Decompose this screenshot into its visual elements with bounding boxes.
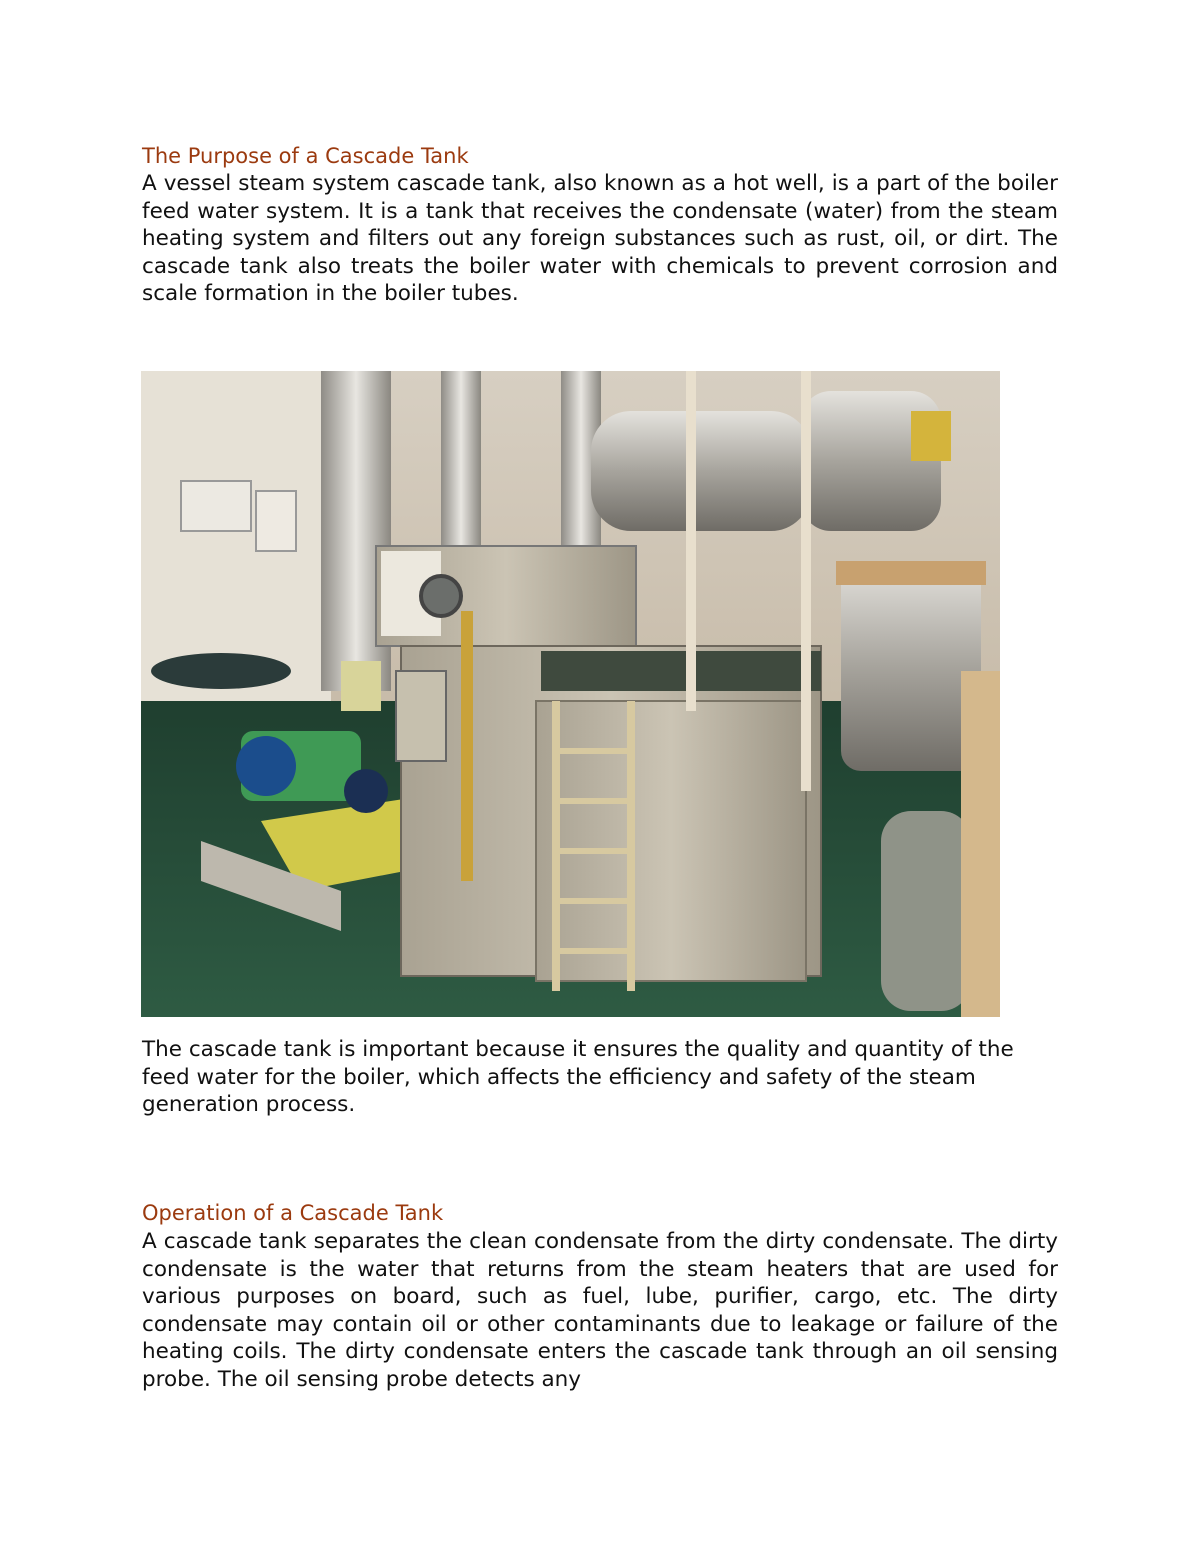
- paragraph-importance: The cascade tank is important because it ensures the quality and quantity of the feed water for the boiler, which affects the efficiency and safety of the steam generation process.: [142, 1037, 1014, 1118]
- section-heading-operation: Operation of a Cascade Tank: [142, 1201, 444, 1225]
- section-heading-purpose: The Purpose of a Cascade Tank: [142, 144, 469, 168]
- paragraph-operation: A cascade tank separates the clean condensate from the dirty condensate. The dirty condensate is the water that returns from the steam heaters that are used for various purposes on board, such as fuel, lube, purifier, cargo, etc. The dirty condensate may contain oil or other contaminants due to leakage or failure of the heating coils. The dirty condensate enters the cascade tank through an oil sensing probe. The oil sensing probe detects any: [142, 1229, 1058, 1392]
- paragraph-purpose: A vessel steam system cascade tank, also known as a hot well, is a part of the boiler feed water system. It is a tank that receives the condensate (water) from the steam heating system and filters out any foreign substances such as rust, oil, or dirt. The cascade tank also treats the boiler water with chemicals to prevent corrosion and scale formation in the boiler tubes.: [142, 171, 1058, 307]
- cascade-tank-photo: [141, 371, 1000, 1017]
